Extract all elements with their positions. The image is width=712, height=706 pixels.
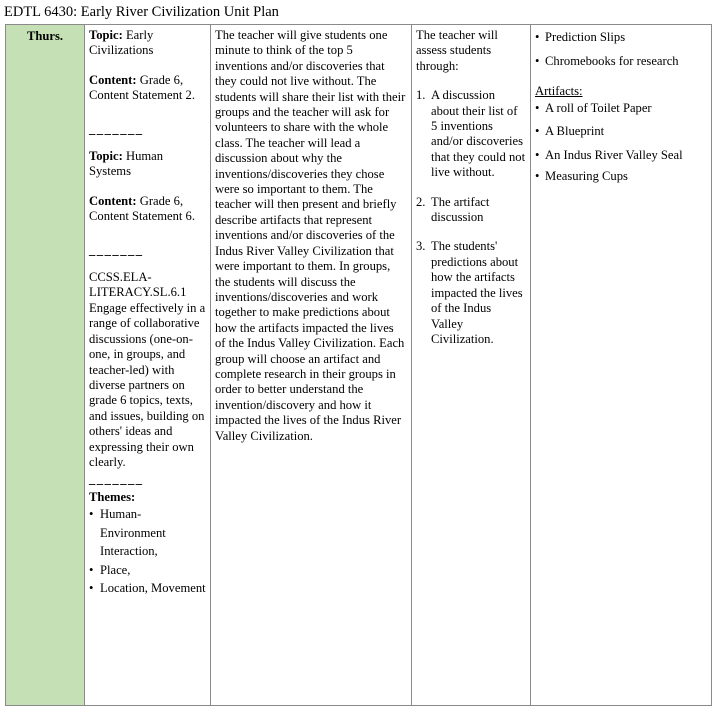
themes-heading: Themes: bbox=[89, 489, 136, 504]
list-item: • Place, bbox=[89, 561, 206, 580]
procedure-cell bbox=[211, 25, 412, 706]
content-value: Grade 6, Content Statement 2. bbox=[89, 72, 195, 103]
assessment-list bbox=[416, 88, 526, 347]
themes-list bbox=[89, 505, 206, 598]
materials-cell bbox=[531, 25, 712, 706]
list-item bbox=[416, 195, 526, 226]
assessment-intro: The teacher will assess students through: bbox=[416, 28, 498, 73]
item-number: 2. bbox=[416, 194, 426, 209]
list-item: • Chromebooks for research bbox=[535, 52, 707, 71]
day-cell bbox=[6, 25, 85, 706]
document-title: EDTL 6430: Early River Civilization Unit Plan bbox=[4, 4, 279, 20]
list-item: • Human-Environment Interaction, bbox=[89, 505, 206, 561]
divider-line: _______ bbox=[89, 472, 144, 487]
standards-cell bbox=[85, 25, 211, 706]
content-label: Content: bbox=[89, 72, 137, 87]
topic-label: Topic: bbox=[89, 149, 123, 164]
item-text: A discussion about their list of 5 inventions and/or discoveries that they could not live without. bbox=[431, 88, 526, 180]
topic-human-systems bbox=[89, 149, 206, 180]
divider-line: _______ bbox=[89, 121, 144, 136]
content-statement-2 bbox=[89, 73, 206, 104]
materials-list bbox=[535, 28, 707, 70]
content-label: Content: bbox=[89, 193, 137, 208]
artifacts-list bbox=[535, 99, 707, 186]
ccss-standard: CCSS.ELA-LITERACY.SL.6.1 Engage effectively in a range of collaborative discussions (one-on-one, in groups, and teacher-led) with diverse partners on grade 6 topics, texts, and issues, building on others' ideas and expressing their own clearly. bbox=[89, 270, 206, 469]
day-label: Thurs. bbox=[26, 29, 64, 43]
topic-label: Topic: bbox=[89, 28, 123, 42]
list-item bbox=[416, 88, 526, 180]
content-statement-6 bbox=[89, 194, 206, 225]
divider-line: _______ bbox=[89, 242, 144, 257]
list-item: • A roll of Toilet Paper bbox=[535, 99, 707, 118]
artifacts-heading: Artifacts: bbox=[535, 84, 583, 98]
topic-early-civilizations bbox=[89, 28, 206, 59]
list-item bbox=[416, 239, 526, 347]
item-text: The artifact discussion bbox=[431, 194, 490, 225]
list-item: • A Blueprint bbox=[535, 122, 707, 141]
list-item: • Location, Movement bbox=[89, 579, 206, 598]
item-number: 1. bbox=[416, 88, 426, 103]
unit-plan-table bbox=[5, 24, 712, 706]
item-number: 3. bbox=[416, 239, 426, 254]
table-row bbox=[6, 25, 712, 706]
topic-value: Early Civilizations bbox=[89, 28, 154, 58]
content-value: Grade 6, Content Statement 6. bbox=[89, 193, 195, 224]
list-item: • An Indus River Valley Seal bbox=[535, 144, 707, 166]
topic-value: Human Systems bbox=[89, 149, 164, 179]
assessment-cell bbox=[412, 25, 531, 706]
list-item: • Prediction Slips bbox=[535, 28, 707, 47]
item-text: The students' predictions about how the artifacts impacted the lives of the Indus Valley Civilization. bbox=[431, 239, 523, 346]
list-item: • Measuring Cups bbox=[535, 167, 707, 186]
procedure-text: The teacher will give students one minute to think of the top 5 inventions and/or discoveries that they could not live without. The students will share their list with their groups and the teacher will ask for volunteers to share with the whole class. The teacher will lead a discussion about why the inventions/discoveries they chose were so important to them. The teacher will then present and briefly describe artifacts that represent inventions and/or discoveries of the Indus River Valley Civilization that were important to them. In groups, the students will discuss the inventions/discoveries and work together to make predictions about how the artifacts impacted the lives of the Indus Valley Civilization. Each group will choose an artifact and complete research in their groups in order to better understand the invention/discovery and how it impacted the lives of the Indus River Valley Civilization. bbox=[215, 28, 406, 443]
